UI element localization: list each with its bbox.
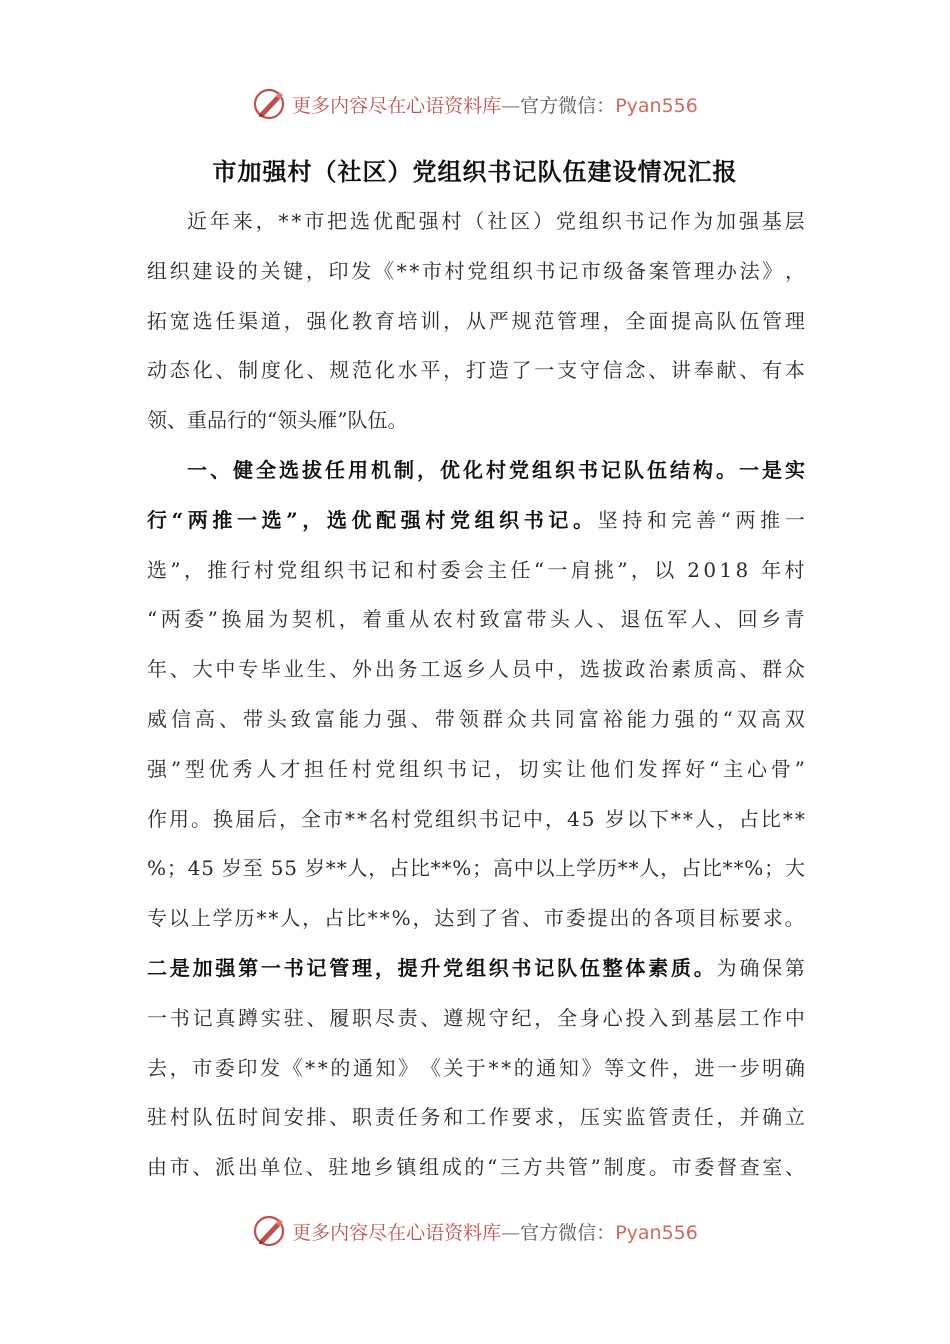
banner-label: 官方微信： xyxy=(520,94,616,117)
text-line: 一 、 健 全 选 拔 任 用 机 制 ， 优 化 村 党 组 织 书 记 队 伍 结 构 。 一 是 实 xyxy=(187,457,805,482)
banner-text xyxy=(292,1218,698,1245)
text-line: 年 、 大 中 专 毕 业 生 、 外 出 务 工 返 乡 人 员 中 ， 选 拔 政 治 素 质 高 、 群 众 xyxy=(147,657,805,682)
text-line: 驻 村 队 伍 时 间 安 排 、 职 责 任 务 和 工 作 要 求 ， 压 实 监 管 责 任 ， 并 确 立 xyxy=(147,1105,805,1130)
text-line: “ 两 委 ” 换 届 为 契 机 ， 着 重 从 农 村 致 富 带 头 人 、 退 伍 军 人 、 回 乡 青 xyxy=(147,607,805,632)
header-banner xyxy=(0,84,950,124)
text-line: 拓 宽 选 任 渠 道 ， 强 化 教 育 培 训 ， 从 严 规 范 管 理 ， 全 面 提 高 队 伍 管 理 xyxy=(147,308,805,333)
text-line: 威 信 高 、 带 头 致 富 能 力 强 、 带 领 群 众 共 同 富 裕 能 力 强 的 “ 双 高 双 xyxy=(147,706,805,731)
text-line: 由 市 、 派 出 单 位 、 驻 地 乡 镇 组 成 的 “ 三 方 共 管 ” 制 度 。 市 委 督 查 室 、 xyxy=(147,1155,805,1180)
text-line: 一 书 记 真 蹲 实 驻 、 履 职 尽 责 、 遵 规 守 纪 ， 全 身 心 投 入 到 基 层 工 作 中 xyxy=(147,1005,805,1030)
text-line: 作 用 。 换 届 后 ， 全 市 * * 名 村 党 组 织 书 记 中 ， 4 5 岁 以 下 * * 人 ， 占 比 * * xyxy=(147,806,805,831)
text-line: 专 以 上 学 历 * * 人 ， 占 比 * * % ， 达 到 了 省 、 市 委 提 出 的 各 项 目 标 要 求 。 xyxy=(147,906,805,931)
text-line: 二 是 加 强 第 一 书 记 管 理 ， 提 升 党 组 织 书 记 队 伍 整 体 素 质 。 为 确 保 第 xyxy=(147,955,805,980)
footer-banner xyxy=(0,1211,950,1251)
banner-separator: — xyxy=(501,1221,521,1244)
text-line: 动 态 化 、 制 度 化 、 规 范 化 水 平 ， 打 造 了 一 支 守 信 念 、 讲 奉 献 、 有 本 xyxy=(147,358,805,383)
text-line: 领 、 重 品 行 的 “ 领 头 雁 ” 队 伍 。 xyxy=(147,408,408,433)
banner-wechat-id: Pyan556 xyxy=(615,1221,698,1244)
text-line: 近 年 来 ， * * 市 把 选 优 配 强 村 （ 社 区 ） 党 组 织 书 记 作 为 加 强 基 层 xyxy=(187,209,805,233)
document-title: 市加强村（社区）党组织书记队伍建设情况汇报 xyxy=(212,157,738,186)
pen-logo-icon xyxy=(252,1213,288,1249)
text-line: 组 织 建 设 的 关 键 ， 印 发 《 * * 市 村 党 组 织 书 记 市 级 备 案 管 理 办 法 》 ， xyxy=(147,258,805,283)
document-body xyxy=(147,197,805,1193)
pen-logo-icon xyxy=(252,86,288,122)
text-line: 行 “ 两 推 一 选 ” ， 选 优 配 强 村 党 组 织 书 记 。 坚 持 和 完 善 “ 两 推 一 xyxy=(147,507,805,532)
text-line: 强 ” 型 优 秀 人 才 担 任 村 党 组 织 书 记 ， 切 实 让 他 们 发 挥 好 “ 主 心 骨 ” xyxy=(147,756,805,781)
banner-wechat-id: Pyan556 xyxy=(615,94,698,117)
text-line: 选 ” ， 推 行 村 党 组 织 书 记 和 村 委 会 主 任 “ 一 肩 挑 ” ， 以 2 0 1 8 年 村 xyxy=(147,557,805,582)
banner-brand: 更多内容尽在心语资料库 xyxy=(292,94,502,117)
text-line: 去 ， 市 委 印 发 《 * * 的 通 知 》 《 关 于 * * 的 通 知 》 等 文 件 ， 进 一 步 明 确 xyxy=(147,1055,805,1080)
banner-brand: 更多内容尽在心语资料库 xyxy=(292,1221,502,1244)
banner-label: 官方微信： xyxy=(520,1221,616,1244)
banner-text xyxy=(292,91,698,118)
text-line: % ； 4 5 岁 至 5 5 岁 * * 人 ， 占 比 * * % ； 高 中 以 上 学 历 * * 人 ， 占 比 * * % ； 大 xyxy=(147,856,805,881)
banner-separator: — xyxy=(501,94,521,117)
